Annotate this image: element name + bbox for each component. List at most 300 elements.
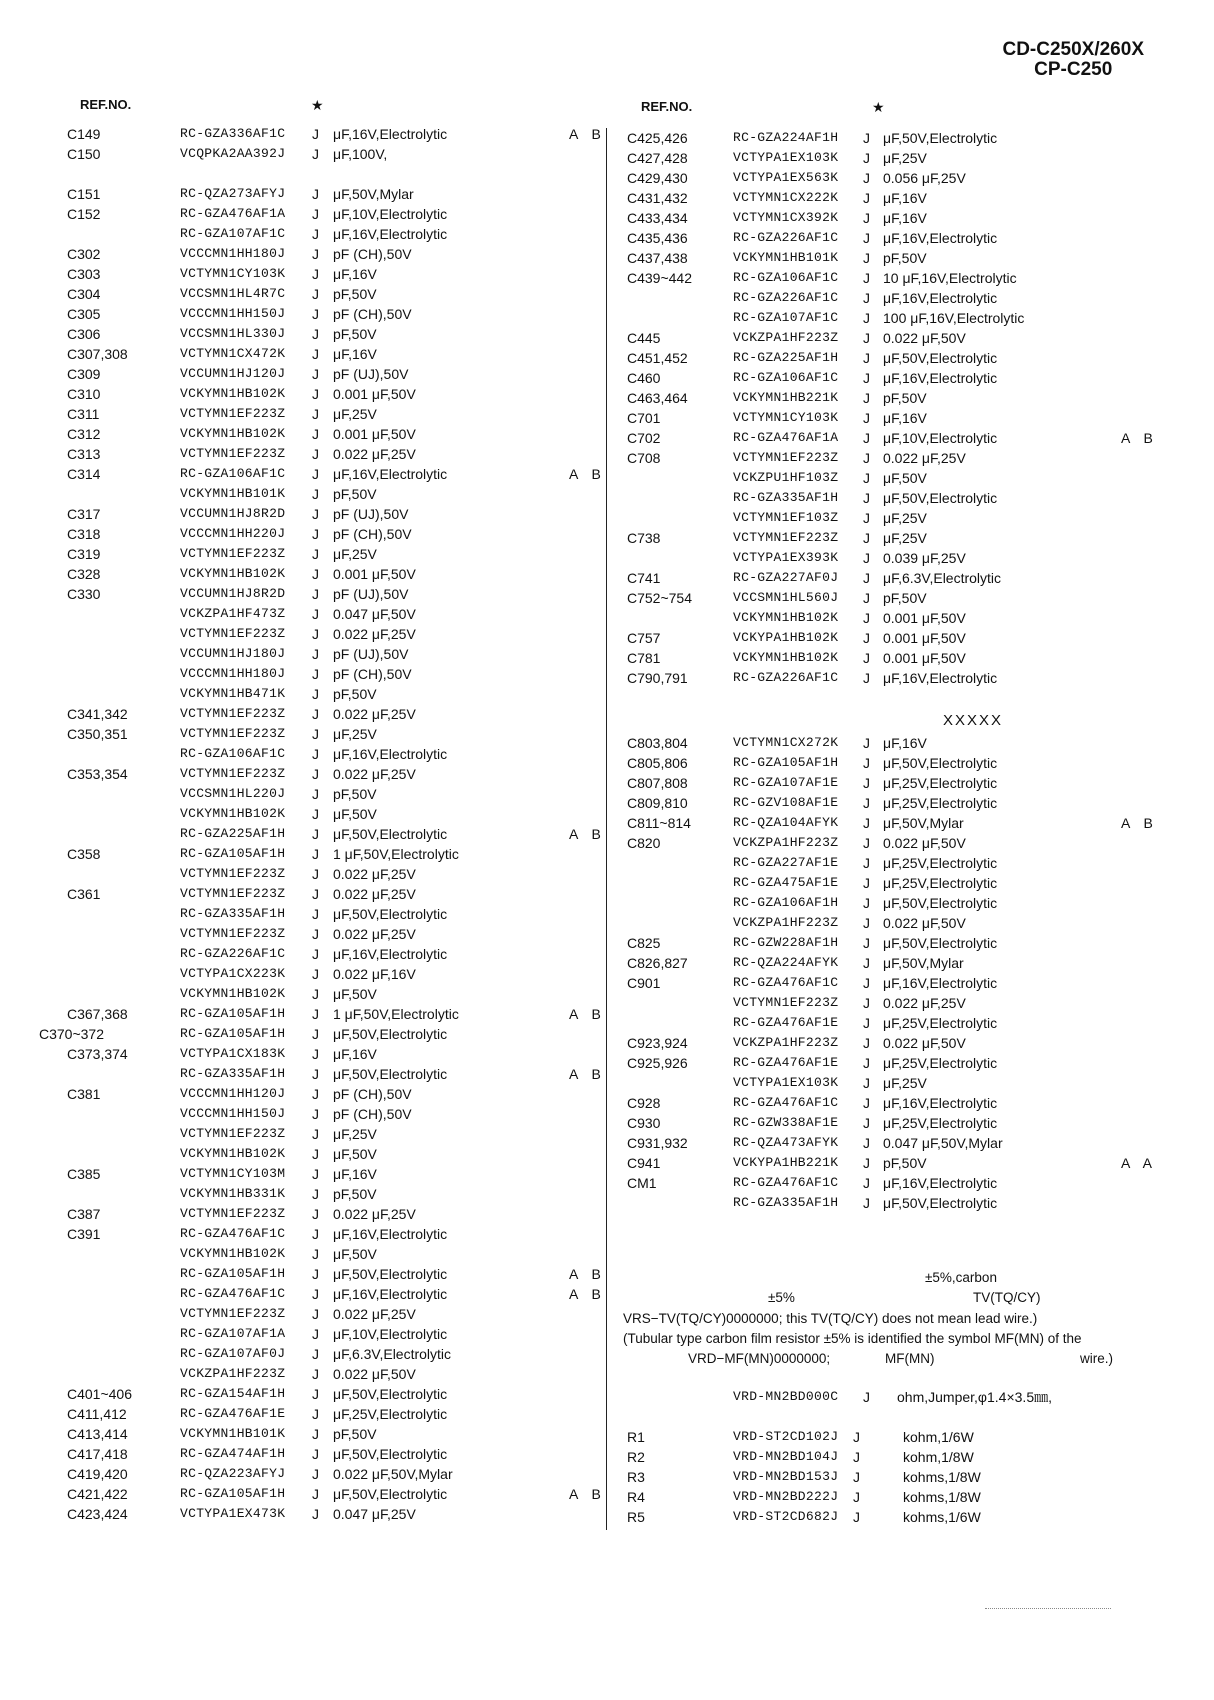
parts-row bbox=[67, 344, 602, 364]
price-rank: J bbox=[863, 210, 870, 226]
description: μF,6.3V,Electrolytic bbox=[333, 1346, 452, 1362]
description: pF (CH),50V bbox=[333, 1086, 412, 1102]
price-rank: J bbox=[863, 775, 870, 791]
price-rank: J bbox=[312, 766, 319, 782]
part-number: RC-GZA476AF1C bbox=[180, 1286, 286, 1301]
ref-label: C391 bbox=[67, 1226, 101, 1242]
description: pF (CH),50V bbox=[333, 1106, 412, 1122]
parts-row bbox=[67, 1304, 602, 1324]
price-rank: J bbox=[312, 706, 319, 722]
parts-row bbox=[627, 1193, 1192, 1213]
part-number: VRD-MN2BD222J bbox=[733, 1489, 839, 1504]
description: 0.022 μF,25V bbox=[333, 626, 416, 642]
description: 0.022 μF,25V bbox=[333, 1306, 416, 1322]
star-icon-right: ★ bbox=[872, 99, 885, 115]
mark-code: A B bbox=[569, 1006, 606, 1022]
part-number: RC-GZA225AF1H bbox=[180, 826, 286, 841]
part-number: VCKYMN1HB331K bbox=[180, 1186, 286, 1201]
ref-label: C417,418 bbox=[67, 1446, 128, 1462]
price-rank: J bbox=[863, 895, 870, 911]
description: 0.022 μF,25V bbox=[333, 706, 416, 722]
jumper-list bbox=[627, 1387, 1192, 1407]
ref-label: CM1 bbox=[627, 1175, 657, 1191]
parts-row bbox=[67, 404, 602, 424]
star-icon-left: ★ bbox=[311, 97, 324, 113]
description: 0.001 μF,50V bbox=[883, 650, 966, 666]
part-number: RC-GZA226AF1C bbox=[733, 670, 839, 685]
part-number: RC-GZA106AF1H bbox=[733, 895, 839, 910]
description: μF,50V,Electrolytic bbox=[333, 906, 448, 922]
price-rank: J bbox=[312, 1466, 319, 1482]
note-wire: wire.) bbox=[1080, 1351, 1113, 1366]
description: pF (CH),50V bbox=[333, 666, 412, 682]
part-number: VCCCMN1HH220J bbox=[180, 526, 286, 541]
ref-label: C419,420 bbox=[67, 1466, 128, 1482]
description: μF,25V,Electrolytic bbox=[883, 1015, 998, 1031]
parts-row bbox=[67, 844, 602, 864]
mark-code: A B bbox=[569, 466, 606, 482]
part-number: RC-GZA335AF1H bbox=[733, 1195, 839, 1210]
description: μF,50V,Electrolytic bbox=[333, 1386, 448, 1402]
parts-row bbox=[67, 804, 602, 824]
parts-row bbox=[627, 548, 1192, 568]
ref-label: C433,434 bbox=[627, 210, 688, 226]
part-number: VCKYMN1HB102K bbox=[180, 426, 286, 441]
price-rank: J bbox=[863, 470, 870, 486]
description: μF,16V,Electrolytic bbox=[333, 1286, 448, 1302]
part-number: VCTYPA1EX563K bbox=[733, 170, 839, 185]
mark-code: A A bbox=[1121, 1155, 1158, 1171]
description: μF,16V,Electrolytic bbox=[333, 946, 448, 962]
part-number: VCTYMN1CX272K bbox=[733, 735, 839, 750]
parts-row bbox=[627, 468, 1192, 488]
ref-label: C413,414 bbox=[67, 1426, 128, 1442]
description: μF,50V,Mylar bbox=[883, 815, 964, 831]
parts-row bbox=[627, 448, 1192, 468]
parts-row bbox=[627, 388, 1192, 408]
description: μF,50V,Electrolytic bbox=[333, 1486, 448, 1502]
parts-row bbox=[627, 933, 1192, 953]
parts-row bbox=[627, 228, 1192, 248]
parts-row bbox=[627, 288, 1192, 308]
description: μF,16V,Electrolytic bbox=[333, 746, 448, 762]
parts-row bbox=[67, 1504, 602, 1524]
parts-row bbox=[67, 684, 602, 704]
price-rank: J bbox=[863, 935, 870, 951]
part-number: VCTYPA1CX183K bbox=[180, 1046, 286, 1061]
description: μF,25V bbox=[333, 546, 377, 562]
part-number: VCCCMN1HH180J bbox=[180, 666, 286, 681]
parts-row bbox=[627, 993, 1192, 1013]
description: pF (UJ),50V bbox=[333, 586, 409, 602]
parts-row bbox=[67, 944, 602, 964]
price-rank: J bbox=[853, 1509, 860, 1525]
parts-row bbox=[67, 1444, 602, 1464]
description: μF,50V,Electrolytic bbox=[883, 490, 998, 506]
description: 1 μF,50V,Electrolytic bbox=[333, 1006, 459, 1022]
part-number: VCQPKA2AA392J bbox=[180, 146, 286, 161]
ref-label: C460 bbox=[627, 370, 661, 386]
part-number: RC-GZA105AF1H bbox=[733, 755, 839, 770]
part-number: RC-GZA476AF1E bbox=[733, 1055, 839, 1070]
price-rank: J bbox=[312, 1266, 319, 1282]
part-number: RC-GZA106AF1C bbox=[733, 370, 839, 385]
description: 0.022 μF,25V bbox=[333, 1206, 416, 1222]
part-number: VCCCMN1HH150J bbox=[180, 1106, 286, 1121]
description: 100 μF,16V,Electrolytic bbox=[883, 310, 1025, 326]
ref-label: C429,430 bbox=[627, 170, 688, 186]
description: μF,16V,Electrolytic bbox=[883, 370, 998, 386]
description: 0.022 μF,50V,Mylar bbox=[333, 1466, 453, 1482]
description: μF,16V,Electrolytic bbox=[883, 975, 998, 991]
price-rank: J bbox=[863, 1195, 870, 1211]
ref-no-header-right: REF.NO. bbox=[641, 99, 693, 114]
price-rank: J bbox=[863, 1135, 870, 1151]
ref-label: C702 bbox=[627, 430, 661, 446]
ref-label: C319 bbox=[67, 546, 101, 562]
part-number: VCTYMN1EF223Z bbox=[180, 1126, 286, 1141]
part-number: VCKZPA1HF473Z bbox=[180, 606, 286, 621]
description: 1 μF,50V,Electrolytic bbox=[333, 846, 459, 862]
price-rank: J bbox=[863, 490, 870, 506]
description: pF (CH),50V bbox=[333, 306, 412, 322]
parts-row bbox=[67, 1364, 602, 1384]
ref-label: C445 bbox=[627, 330, 661, 346]
description: kohm,1/8W bbox=[903, 1449, 974, 1465]
description: μF,25V,Electrolytic bbox=[883, 1055, 998, 1071]
ref-label: R3 bbox=[627, 1469, 645, 1485]
part-number: VCKZPU1HF103Z bbox=[733, 470, 839, 485]
ref-label: C330 bbox=[67, 586, 101, 602]
ref-label: C309 bbox=[67, 366, 101, 382]
part-number: RC-GZA476AF1A bbox=[733, 430, 839, 445]
description: 0.039 μF,25V bbox=[883, 550, 966, 566]
price-rank: J bbox=[312, 606, 319, 622]
ref-label: C317 bbox=[67, 506, 101, 522]
price-rank: J bbox=[312, 466, 319, 482]
part-number: VCCCMN1HH120J bbox=[180, 1086, 286, 1101]
parts-row bbox=[67, 304, 602, 324]
description: μF,25V bbox=[333, 1126, 377, 1142]
price-rank: J bbox=[312, 826, 319, 842]
price-rank: J bbox=[312, 306, 319, 322]
parts-row bbox=[67, 824, 606, 844]
part-number: VCTYMN1CY103K bbox=[733, 410, 839, 425]
ref-label: C439~442 bbox=[627, 270, 693, 286]
parts-row bbox=[67, 884, 602, 904]
ref-label: C901 bbox=[627, 975, 661, 991]
parts-row bbox=[67, 384, 602, 404]
ref-label: C781 bbox=[627, 650, 661, 666]
part-number: RC-GZA475AF1E bbox=[733, 875, 839, 890]
parts-row bbox=[627, 853, 1192, 873]
price-rank: J bbox=[863, 650, 870, 666]
price-rank: J bbox=[312, 1086, 319, 1102]
parts-row bbox=[67, 1204, 602, 1224]
price-rank: J bbox=[863, 310, 870, 326]
ref-label: C303 bbox=[67, 266, 101, 282]
price-rank: J bbox=[863, 795, 870, 811]
price-rank: J bbox=[863, 590, 870, 606]
note-vrd: VRD−MF(MN)0000000; bbox=[688, 1351, 831, 1366]
description: pF (UJ),50V bbox=[333, 366, 409, 382]
description: μF,16V bbox=[883, 410, 927, 426]
parts-row bbox=[67, 1124, 602, 1144]
ref-label: C367,368 bbox=[67, 1006, 128, 1022]
ref-label: C809,810 bbox=[627, 795, 688, 811]
part-number: VCCCMN1HH180J bbox=[180, 246, 286, 261]
part-number: VCKYMN1HB102K bbox=[180, 986, 286, 1001]
part-number: RC-GZW228AF1H bbox=[733, 935, 839, 950]
parts-row bbox=[67, 1344, 602, 1364]
parts-row bbox=[627, 308, 1192, 328]
parts-row bbox=[67, 224, 602, 244]
price-rank: J bbox=[312, 406, 319, 422]
parts-row bbox=[67, 644, 602, 664]
part-number: VCTYMN1CY103K bbox=[180, 266, 286, 281]
description: 0.022 μF,25V bbox=[333, 886, 416, 902]
description: μF,50V,Mylar bbox=[333, 186, 414, 202]
parts-row bbox=[67, 624, 602, 644]
ref-label: C741 bbox=[627, 570, 661, 586]
right-parts-list-top bbox=[627, 128, 1192, 688]
ref-label: C152 bbox=[67, 206, 101, 222]
part-number: VCTYMN1EF223Z bbox=[180, 766, 286, 781]
part-number: VCTYMN1EF103Z bbox=[733, 510, 839, 525]
description: μF,16V bbox=[333, 1166, 377, 1182]
parts-row bbox=[627, 568, 1192, 588]
price-rank: J bbox=[312, 866, 319, 882]
price-rank: J bbox=[863, 190, 870, 206]
description: μF,25V bbox=[883, 530, 927, 546]
parts-row bbox=[627, 813, 1192, 833]
part-number: VCKYMN1HB221K bbox=[733, 390, 839, 405]
description: μF,16V,Electrolytic bbox=[883, 230, 998, 246]
part-number: RC-GZA154AF1H bbox=[180, 1386, 286, 1401]
description: pF,50V bbox=[883, 390, 927, 406]
parts-row bbox=[67, 984, 602, 1004]
mark-code: A B bbox=[569, 126, 606, 142]
part-number: VCTYPA1EX103K bbox=[733, 150, 839, 165]
parts-row bbox=[627, 268, 1192, 288]
part-number: VCKZPA1HF223Z bbox=[180, 1366, 286, 1381]
parts-row bbox=[67, 744, 602, 764]
part-number: RC-GZA225AF1H bbox=[733, 350, 839, 365]
ref-label: C752~754 bbox=[627, 590, 693, 606]
price-rank: J bbox=[863, 610, 870, 626]
price-rank: J bbox=[312, 626, 319, 642]
description: μF,16V,Electrolytic bbox=[883, 1095, 998, 1111]
price-rank: J bbox=[312, 886, 319, 902]
parts-row bbox=[67, 1424, 602, 1444]
part-number: VCTYMN1CY103M bbox=[180, 1166, 286, 1181]
ref-label: C923,924 bbox=[627, 1035, 688, 1051]
price-rank: J bbox=[863, 510, 870, 526]
description: μF,16V bbox=[883, 735, 927, 751]
parts-row bbox=[67, 284, 602, 304]
price-rank: J bbox=[863, 550, 870, 566]
part-number: VCCSMN1HL330J bbox=[180, 326, 286, 341]
parts-row bbox=[67, 544, 602, 564]
price-rank: J bbox=[863, 630, 870, 646]
description: μF,10V,Electrolytic bbox=[883, 430, 998, 446]
note-tubular: (Tubular type carbon film resistor ±5% is identified the symbol MF(MN) of the bbox=[623, 1331, 1082, 1346]
column-divider bbox=[606, 128, 607, 1530]
note-mf: MF(MN) bbox=[885, 1351, 935, 1366]
parts-row bbox=[627, 128, 1192, 148]
ref-label: C387 bbox=[67, 1206, 101, 1222]
price-rank: J bbox=[312, 946, 319, 962]
price-rank: J bbox=[863, 530, 870, 546]
price-rank: J bbox=[312, 566, 319, 582]
parts-row bbox=[627, 408, 1192, 428]
price-rank: J bbox=[863, 955, 870, 971]
parts-row bbox=[67, 724, 602, 744]
parts-row bbox=[67, 1324, 602, 1344]
parts-row bbox=[627, 1033, 1192, 1053]
ref-label: C701 bbox=[627, 410, 661, 426]
price-rank: J bbox=[863, 815, 870, 831]
part-number: VRD-MN2BD000C bbox=[733, 1389, 839, 1404]
price-rank: J bbox=[863, 835, 870, 851]
parts-row bbox=[627, 1153, 1192, 1173]
description: pF (CH),50V bbox=[333, 526, 412, 542]
price-rank: J bbox=[312, 1006, 319, 1022]
note-vrs: VRS−TV(TQ/CY)0000000; this TV(TQ/CY) does not mean lead wire.) bbox=[623, 1311, 1038, 1326]
description: pF,50V bbox=[333, 786, 377, 802]
description: kohms,1/6W bbox=[903, 1509, 981, 1525]
part-number: VCKYMN1HB101K bbox=[180, 486, 286, 501]
description: 0.022 μF,25V bbox=[883, 450, 966, 466]
description: μF,16V,Electrolytic bbox=[883, 290, 998, 306]
part-number: VCTYMN1EF223Z bbox=[180, 1306, 286, 1321]
mark-code: A B bbox=[569, 1266, 606, 1282]
ref-label: R5 bbox=[627, 1509, 645, 1525]
description: 0.056 μF,25V bbox=[883, 170, 966, 186]
description: μF,50V,Electrolytic bbox=[883, 755, 998, 771]
scan-speck bbox=[985, 1608, 1111, 1610]
ref-label: C341,342 bbox=[67, 706, 128, 722]
parts-row bbox=[67, 924, 602, 944]
ref-label: C930 bbox=[627, 1115, 661, 1131]
parts-row bbox=[627, 733, 1192, 753]
part-number: RC-GZA226AF1C bbox=[180, 946, 286, 961]
part-number: RC-GZA105AF1H bbox=[180, 1006, 286, 1021]
price-rank: J bbox=[312, 186, 319, 202]
part-number: RC-GZA106AF1C bbox=[180, 466, 286, 481]
price-rank: J bbox=[312, 646, 319, 662]
price-rank: J bbox=[312, 1446, 319, 1462]
parts-row bbox=[67, 1084, 602, 1104]
ref-label: R4 bbox=[627, 1489, 645, 1505]
parts-row bbox=[67, 464, 606, 484]
price-rank: J bbox=[312, 146, 319, 162]
parts-row bbox=[67, 704, 602, 724]
part-number: VCKYPA1HB221K bbox=[733, 1155, 839, 1170]
description: μF,50V,Electrolytic bbox=[333, 1266, 448, 1282]
price-rank: J bbox=[312, 1406, 319, 1422]
part-number: RC-QZA104AFYK bbox=[733, 815, 839, 830]
parts-row bbox=[67, 264, 602, 284]
part-number: RC-GZA476AF1A bbox=[180, 206, 286, 221]
price-rank: J bbox=[312, 1226, 319, 1242]
price-rank: J bbox=[853, 1429, 860, 1445]
description: pF,50V bbox=[883, 250, 927, 266]
ref-label: C826,827 bbox=[627, 955, 688, 971]
ref-label: C401~406 bbox=[67, 1386, 133, 1402]
part-number: RC-GZA226AF1C bbox=[733, 290, 839, 305]
model-line-2: CP-C250 bbox=[1034, 59, 1113, 80]
part-number: VCKYMN1HB102K bbox=[733, 650, 839, 665]
price-rank: J bbox=[853, 1489, 860, 1505]
description: μF,16V bbox=[883, 190, 927, 206]
mark-code: A B bbox=[569, 1066, 606, 1082]
description: μF,16V,Electrolytic bbox=[333, 466, 448, 482]
price-rank: J bbox=[312, 126, 319, 142]
description: μF,16V,Electrolytic bbox=[333, 1226, 448, 1242]
ref-label: C820 bbox=[627, 835, 661, 851]
description: pF,50V bbox=[333, 486, 377, 502]
parts-row bbox=[627, 348, 1192, 368]
ref-label: C313 bbox=[67, 446, 101, 462]
jumper-row bbox=[627, 1387, 1192, 1407]
description: 0.022 μF,25V bbox=[333, 446, 416, 462]
ref-label: C385 bbox=[67, 1166, 101, 1182]
ref-label: C941 bbox=[627, 1155, 661, 1171]
price-rank: J bbox=[863, 330, 870, 346]
price-rank: J bbox=[312, 266, 319, 282]
ref-label: C149 bbox=[67, 126, 101, 142]
parts-row bbox=[627, 1133, 1192, 1153]
description: μF,25V,Electrolytic bbox=[333, 1406, 448, 1422]
part-number: RC-GZA107AF0J bbox=[180, 1346, 286, 1361]
price-rank: J bbox=[312, 1186, 319, 1202]
note-carbon: ±5%,carbon bbox=[925, 1270, 997, 1285]
part-number: VCTYMN1EF223Z bbox=[180, 446, 286, 461]
description: 0.001 μF,50V bbox=[333, 426, 416, 442]
price-rank: J bbox=[863, 170, 870, 186]
part-number: VCKYMN1HB102K bbox=[180, 1146, 286, 1161]
price-rank: J bbox=[312, 446, 319, 462]
description: μF,16V bbox=[333, 266, 377, 282]
part-number: RC-GZA476AF1E bbox=[733, 1015, 839, 1030]
description: μF,25V,Electrolytic bbox=[883, 875, 998, 891]
part-number: VCTYPA1EX393K bbox=[733, 550, 839, 565]
price-rank: J bbox=[863, 1095, 870, 1111]
parts-row bbox=[67, 424, 602, 444]
description: pF,50V bbox=[883, 1155, 927, 1171]
part-number: VCKZPA1HF223Z bbox=[733, 1035, 839, 1050]
price-rank: J bbox=[312, 1106, 319, 1122]
ref-label: C925,926 bbox=[627, 1055, 688, 1071]
part-number: VCTYMN1EF223Z bbox=[180, 626, 286, 641]
description: pF,50V bbox=[883, 590, 927, 606]
part-number: VRD-MN2BD104J bbox=[733, 1449, 839, 1464]
part-number: RC-GZA227AF0J bbox=[733, 570, 839, 585]
parts-row bbox=[67, 144, 602, 164]
price-rank: J bbox=[853, 1469, 860, 1485]
parts-row bbox=[627, 1173, 1192, 1193]
description: 0.022 μF,50V bbox=[883, 835, 966, 851]
price-rank: J bbox=[312, 326, 319, 342]
description: μF,50V bbox=[333, 986, 377, 1002]
part-number: RC-GZA105AF1H bbox=[180, 846, 286, 861]
parts-row bbox=[67, 764, 602, 784]
parts-row bbox=[67, 1484, 606, 1504]
parts-row bbox=[627, 168, 1192, 188]
ref-label: C151 bbox=[67, 186, 101, 202]
description: 0.001 μF,50V bbox=[883, 630, 966, 646]
